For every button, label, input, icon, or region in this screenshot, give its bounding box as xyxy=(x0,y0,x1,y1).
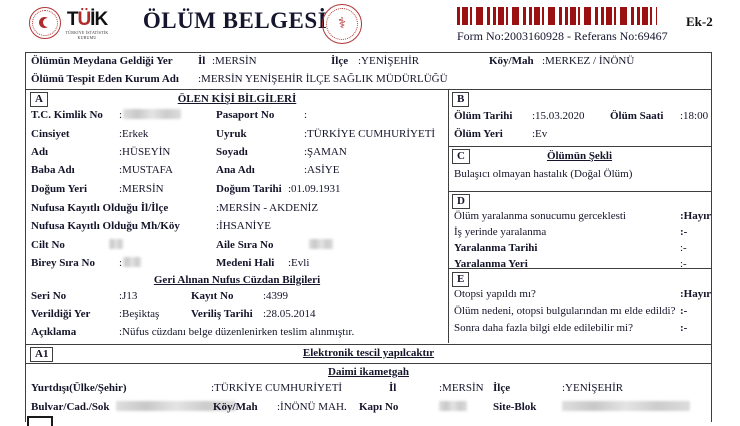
yaralanma-tarihi-label: Yaralanma Tarihi xyxy=(454,242,538,254)
field-row xyxy=(26,382,711,398)
is-yerinde-yaralanma-value: :- xyxy=(680,226,688,238)
tuik-logo: TÜİK TÜRKİYE İSTATİSTİK KURUMU xyxy=(62,10,112,40)
cilt-no-label: Cilt No xyxy=(31,239,65,251)
section-a-letter: A xyxy=(30,92,48,107)
uyruk-value: :TÜRKİYE CUMHURİYETİ xyxy=(304,128,436,140)
verilis-tarihi-value: :28.05.2014 xyxy=(263,308,316,320)
field-row xyxy=(26,220,448,236)
section-c-letter: C xyxy=(452,149,470,164)
daimi-ikametgah-section xyxy=(25,364,712,422)
field-row xyxy=(26,290,448,306)
ek-label: Ek-2 xyxy=(686,14,713,29)
yaralanma-sonucu-label: Ölüm yaralanma sonucumu gerceklesti xyxy=(454,210,626,222)
field-row xyxy=(26,401,711,417)
field-row: Birey Sıra No : Medeni Hali :Evli xyxy=(31,257,310,269)
field-row xyxy=(26,183,448,199)
field-row xyxy=(26,128,448,144)
field-row xyxy=(26,308,448,324)
otopsi-label: Otopsi yapıldı mı? xyxy=(454,288,536,300)
yaralanma-yeri-label: Yaralanma Yeri xyxy=(454,258,528,270)
death-location-table xyxy=(25,52,712,90)
section-d-letter: D xyxy=(452,194,470,209)
kapi-no-label: Kapı No xyxy=(359,401,399,413)
nufus-mh-koy-label: Nufusa Kayıtlı Olduğu Mh/Köy xyxy=(31,220,180,232)
kurum-value: :MERSİN YENİŞEHİR İLÇE SAĞLIK MÜDÜRLÜĞÜ xyxy=(198,73,448,85)
location-row1-label: Ölümün Meydana Geldiği Yer xyxy=(31,55,173,67)
baba-adi-value: :MUSTAFA xyxy=(119,164,173,176)
yaralanma-tarihi-value: :- xyxy=(680,242,687,254)
aile-sira-no-label: Aile Sıra No xyxy=(216,239,274,251)
crescent-star-icon xyxy=(39,17,51,29)
is-yerinde-yaralanma-label: İş yerinde yaralanma xyxy=(454,226,547,238)
olum-tarihi-value: :15.03.2020 xyxy=(532,110,585,122)
yaralanma-sonucu-value: :Hayır xyxy=(680,210,712,222)
dogum-yeri-value: :MERSİN xyxy=(119,183,164,195)
otopsi-value: :Hayır xyxy=(680,288,712,300)
olum-sekli-text: Bulaşıcı olmayan hastalık (Doğal Ölüm) xyxy=(454,168,633,180)
aciklama-value: :Nüfus cüzdanı belge düzenlenirken teslim alınmıştır. xyxy=(119,326,355,338)
site-blok-label: Site-Blok xyxy=(493,401,537,413)
ministry-emblem-icon xyxy=(29,7,61,39)
ikametgah-il-label: İl xyxy=(389,382,397,394)
dogum-tarihi-value: :01.09.1931 xyxy=(288,183,341,195)
right-column xyxy=(448,90,711,343)
field-row xyxy=(26,239,448,255)
page-title: ÖLÜM BELGESİ xyxy=(142,8,328,33)
field-row: T.C. Kimlik No : Pasaport No : xyxy=(31,109,308,121)
otopsi-bulgu-label: Ölüm nedeni, otopsi bulgularından mı elde edildi? xyxy=(454,305,676,317)
cinsiyet-value: :Erkek xyxy=(119,128,149,140)
seri-no-label: Seri No xyxy=(31,290,67,302)
ana-adi-label: Ana Adı xyxy=(216,164,255,176)
nufus-il-ilce-label: Nufusa Kayıtlı Olduğu İl/İlçe xyxy=(31,202,169,214)
dogum-tarihi-label: Doğum Tarihi xyxy=(216,183,282,195)
nufus-mh-koy-value: :İHSANİYE xyxy=(216,220,271,232)
section-a1-letter: A1 xyxy=(30,347,53,362)
kayit-no-label: Kayıt No xyxy=(191,290,234,302)
verildigi-yer-label: Verildiği Yer xyxy=(31,308,91,320)
il-label: İl xyxy=(198,55,206,67)
fazla-bilgi-value: :- xyxy=(680,322,688,334)
field-row xyxy=(448,258,711,274)
section-c-title: Ölümün Şekli xyxy=(546,150,613,162)
medeni-hali-label: Medeni Hali xyxy=(216,257,275,269)
field-row xyxy=(448,305,711,321)
caduceus-icon: ⚕ xyxy=(337,14,347,33)
ilce-label: İlçe xyxy=(331,55,349,67)
uyruk-label: Uyruk xyxy=(216,128,247,140)
redacted-tc-kimlik xyxy=(123,109,181,119)
redacted-cilt-no xyxy=(109,239,123,249)
pasaport-value: : xyxy=(304,109,308,121)
adi-value: :HÜSEYİN xyxy=(119,146,171,158)
fazla-bilgi-label: Sonra daha fazla bilgi elde edilebilir mi? xyxy=(454,322,633,334)
redacted-kapi-no xyxy=(439,401,467,411)
section-a xyxy=(26,90,449,343)
ana-adi-value: :ASİYE xyxy=(304,164,340,176)
bulvar-label: Bulvar/Cad./Sok xyxy=(31,401,110,413)
document-header xyxy=(0,0,740,50)
section-a1 xyxy=(25,345,712,364)
field-row xyxy=(26,202,448,218)
section-a-title: ÖLEN KİŞİ BİLGİLERİ xyxy=(177,93,297,105)
ikametgah-il-value: :MERSİN xyxy=(439,382,484,394)
field-row xyxy=(448,242,711,258)
main-sections xyxy=(25,90,712,345)
daimi-ikametgah-title: Daimi ikametgah xyxy=(328,366,409,378)
yurtdisi-value: :TÜRKİYE CUMHURİYETİ xyxy=(211,382,343,394)
soyadi-value: :ŞAMAN xyxy=(304,146,347,158)
field-row xyxy=(26,164,448,180)
birey-sira-no-label: Birey Sıra No xyxy=(31,257,95,269)
field-row xyxy=(26,326,448,342)
barcode xyxy=(457,7,657,25)
olum-saati-value: :18:00 xyxy=(680,110,709,122)
section-e-letter: E xyxy=(452,272,469,287)
field-row xyxy=(448,168,711,184)
section-b-letter: B xyxy=(452,92,469,107)
verildigi-yer-value: :Beşiktaş xyxy=(119,308,160,320)
elektronik-tescil-title: Elektronik tescil yapılcaktır xyxy=(302,347,435,359)
form-reference-number: Form No:2003160928 - Referans No:69467 xyxy=(457,29,668,43)
olum-yeri-value: :Ev xyxy=(532,128,548,140)
olum-tarihi-label: Ölüm Tarihi xyxy=(454,110,513,122)
koymah-value: :MERKEZ / İNÖNÜ xyxy=(542,55,635,67)
tc-kimlik-label: T.C. Kimlik No xyxy=(31,109,103,121)
next-section-letterbox-partial xyxy=(27,416,53,426)
verilis-tarihi-label: Veriliş Tarihi xyxy=(191,308,253,320)
field-row xyxy=(448,322,711,338)
location-row-2 xyxy=(26,73,711,89)
ikametgah-koymah-label: Köy/Mah xyxy=(213,401,258,413)
pasaport-label: Pasaport No xyxy=(216,109,275,121)
dogum-yeri-label: Doğum Yeri xyxy=(31,183,88,195)
soyadi-label: Soyadı xyxy=(216,146,248,158)
ikametgah-ilce-label: İlçe xyxy=(493,382,511,394)
olum-yeri-label: Ölüm Yeri xyxy=(454,128,503,140)
field-row xyxy=(448,288,711,304)
redacted-birey-sira-no xyxy=(123,257,141,267)
baba-adi-label: Baba Adı xyxy=(31,164,75,176)
adi-label: Adı xyxy=(31,146,49,158)
cuzdan-subsection-title: Geri Alınan Nufus Cüzdan Bilgileri xyxy=(153,274,321,286)
yaralanma-yeri-value: :- xyxy=(680,258,687,270)
olum-saati-label: Ölüm Saati xyxy=(610,110,664,122)
koymah-label: Köy/Mah xyxy=(489,55,534,67)
otopsi-bulgu-value: :- xyxy=(680,305,688,317)
redacted-aile-sira-no xyxy=(309,239,333,249)
seri-no-value: :J13 xyxy=(119,290,138,302)
field-row xyxy=(448,210,711,226)
ikametgah-koymah-value: :İNÖNÜ MAH. xyxy=(277,401,347,413)
health-ministry-seal-icon xyxy=(322,4,362,44)
kurum-label: Ölümü Tespit Eden Kurum Adı xyxy=(31,73,179,85)
nufus-il-ilce-value: :MERSİN - AKDENİZ xyxy=(216,202,319,214)
tuik-logo-subtext: TÜRKİYE İSTATİSTİK KURUMU xyxy=(65,30,109,40)
cinsiyet-label: Cinsiyet xyxy=(31,128,70,140)
redacted-site-blok xyxy=(562,401,690,411)
medeni-hali-value: :Evli xyxy=(288,257,310,269)
yurtdisi-label: Yurtdışı(Ülke/Şehir) xyxy=(31,382,127,394)
location-row-1 xyxy=(26,55,711,71)
field-row xyxy=(448,128,711,144)
kayit-no-value: :4399 xyxy=(263,290,289,302)
field-row xyxy=(448,226,711,242)
field-row xyxy=(26,146,448,162)
ilce-value: :YENİŞEHİR xyxy=(358,55,420,67)
aciklama-label: Açıklama xyxy=(31,326,77,338)
il-value: :MERSİN xyxy=(212,55,257,67)
ikametgah-ilce-value: :YENİŞEHİR xyxy=(562,382,624,394)
field-row xyxy=(448,110,711,126)
